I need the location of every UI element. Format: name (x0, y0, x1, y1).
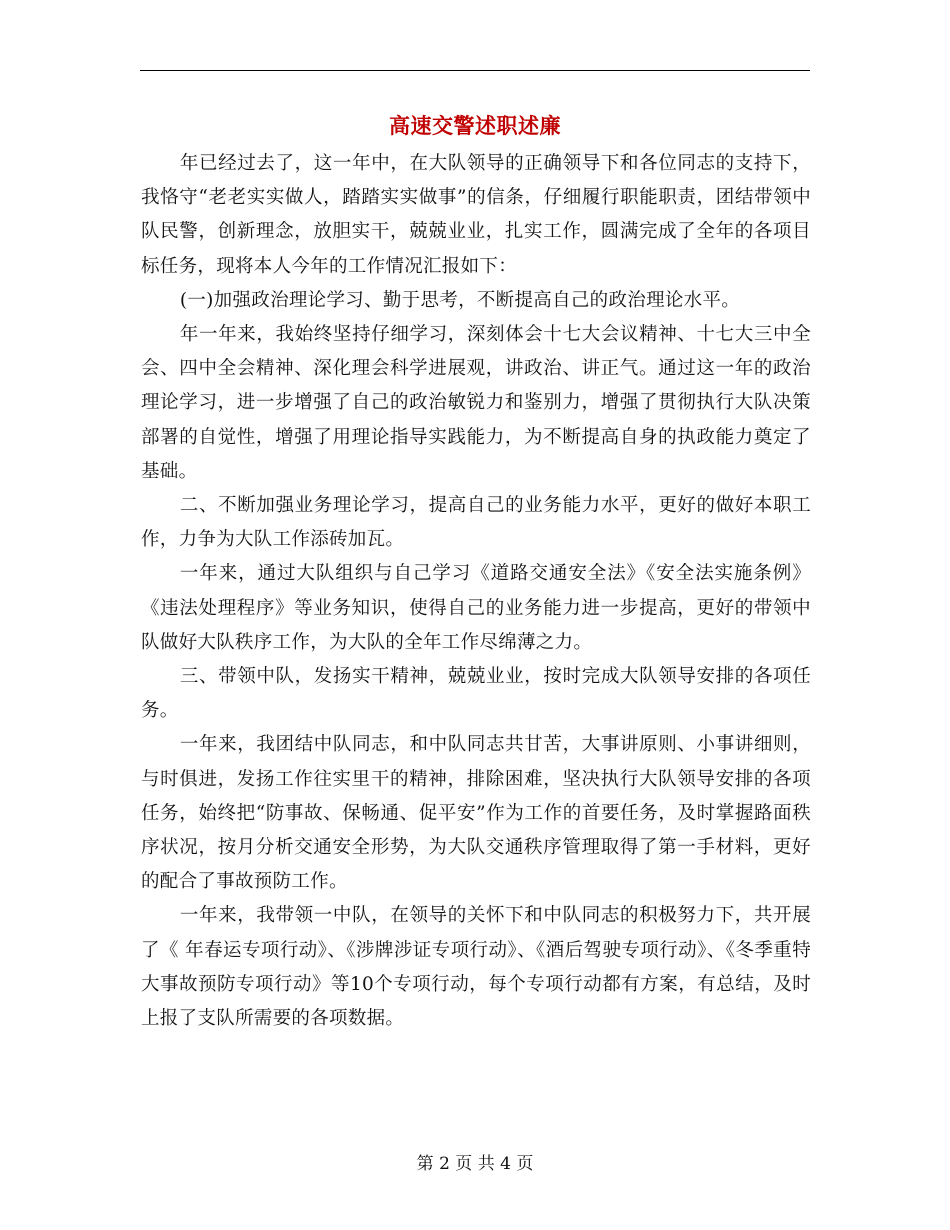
document-body (141, 147, 811, 1036)
page-number: 第 2 页 共 4 页 (416, 1154, 534, 1174)
document-title: 高速交警述职述廉 (389, 113, 561, 138)
paragraph-heading-2: 二、不断加强业务理论学习，提高自己的业务能力水平，更好的做好本职工作，力争为大队工作添砖加瓦。 (141, 495, 811, 551)
paragraph-body-1: 年一年来，我始终坚持仔细学习，深刻体会十七大会议精神、十七大三中全会、四中全会精神、深化理会科学进展观，讲政治、讲正气。通过这一年的政治理论学习，进一步增强了自己的政治敏锐力和鉴别力，增强了贯彻执行大队决策部署的自觉性，增强了用理论指导实践能力，为不断提高自身的执政能力奠定了基础。 (141, 324, 811, 482)
paragraph-intro: 年已经过去了，这一年中，在大队领导的正确领导下和各位同志的支持下，我恪守“老老实实做人，踏踏实实做事”的信条，仔细履行职能职责，团结带领中队民警，创新理念，放胆实干，兢兢业业，扎实工作，圆满完成了全年的各项目标任务，现将本人今年的工作情况汇报如下： (141, 153, 811, 277)
paragraph-body-2: 一年来，通过大队组织与自己学习《道路交通安全法》《安全法实施条例》《违法处理程序》等业务知识，使得自己的业务能力进一步提高，更好的带领中队做好大队秩序工作，为大队的全年工作尽绵薄之力。 (141, 563, 811, 653)
paragraph-body-3: 一年来，我团结中队同志，和中队同志共甘苦，大事讲原则、小事讲细则，与时俱进，发扬工作往实里干的精神，排除困难，坚决执行大队领导安排的各项任务，始终把“防事故、保畅通、促平安”作为工作的首要任务，及时掌握路面秩序状况，按月分析交通安全形势，为大队交通秩序管理取得了第一手材料，更好的配合了事故预防工作。 (141, 734, 811, 893)
paragraph-heading-1: (一)加强政治理论学习、勤于思考，不断提高自己的政治理论水平。 (179, 289, 741, 311)
paragraph-body-4: 一年来，我带领一中队，在领导的关怀下和中队同志的积极努力下，共开展了《 年春运专项行动》、《涉牌涉证专项行动》、《酒后驾驶专项行动》、《冬季重特大事故预防专项行动》等10个专项行动，每个专项行动都有方案，有总结，及时上报了支队所需要的各项数据。 (141, 905, 811, 1030)
paragraph-heading-3: 三、带领中队，发扬实干精神，兢兢业业，按时完成大队领导安排的各项任务。 (141, 666, 811, 722)
header-rule (140, 70, 810, 71)
